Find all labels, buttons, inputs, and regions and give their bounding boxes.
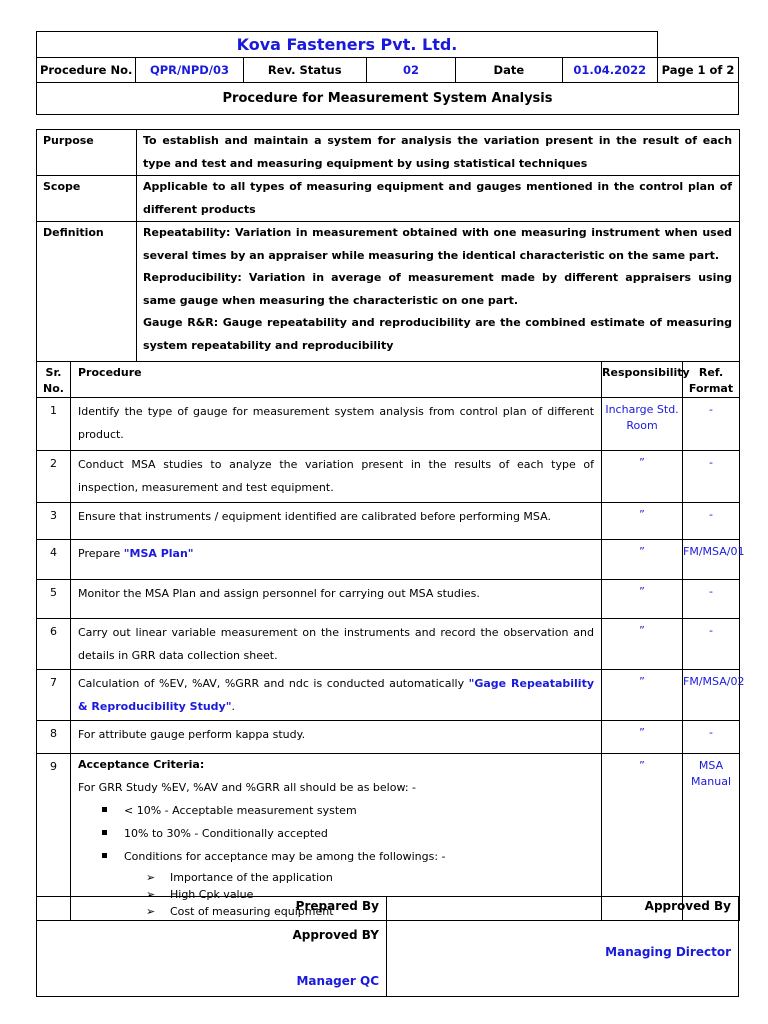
procedure-no-label: Procedure No. [37, 58, 136, 83]
step-responsibility: Incharge Std. Room [602, 398, 683, 451]
step-ref-format: - [683, 721, 740, 754]
list-item: 10% to 30% - Conditionally accepted [124, 822, 594, 845]
step-text: Conduct MSA studies to analyze the variation present in the results of each type of inspection, measurement and test equipment. [71, 451, 602, 503]
acceptance-bullets [78, 799, 594, 868]
step-text [71, 540, 602, 580]
list-item-text: Importance of the application [170, 871, 333, 884]
grr-study-link: "Gage Repeatability & Reproducibility Study" [78, 677, 594, 713]
step-number: 9 [37, 754, 71, 921]
step-responsibility: ” [602, 451, 683, 503]
col-procedure: Procedure [71, 362, 602, 398]
purpose-text: To establish and maintain a system for analysis the variation present in the result of each type and test and measuring equipment by using statistical techniques [137, 130, 740, 176]
managing-director: Managing Director [605, 945, 731, 959]
procedure-header-row [37, 362, 740, 398]
step-ref-format: - [683, 398, 740, 451]
scope-row [37, 176, 740, 222]
step-ref-format: - [683, 503, 740, 540]
table-row [37, 580, 740, 619]
step-text: Ensure that instruments / equipment identified are calibrated before performing MSA. [71, 503, 602, 540]
approved-by-right-label: Approved By [644, 899, 731, 913]
step-text: Identify the type of gauge for measurement system analysis from control plan of different product. [71, 398, 602, 451]
step-number: 5 [37, 580, 71, 619]
rev-status-label: Rev. Status [243, 58, 366, 83]
list-item: Conditions for acceptance may be among the followings: - [124, 845, 594, 868]
step-ref-format: MSA Manual [683, 754, 740, 921]
list-item [146, 869, 594, 886]
table-row [37, 619, 740, 670]
acceptance-criteria-heading: Acceptance Criteria: [78, 758, 205, 771]
document-title: Procedure for Measurement System Analysis [37, 83, 739, 115]
page-number: Page 1 of 2 [658, 58, 739, 83]
step-ref-format: FM/MSA/01 [683, 540, 740, 580]
approved-by-left-label: Approved BY [292, 928, 379, 942]
step-number: 7 [37, 670, 71, 721]
step-responsibility: ” [602, 540, 683, 580]
step-ref-format: FM/MSA/02 [683, 670, 740, 721]
table-row [37, 540, 740, 580]
company-name: Kova Fasteners Pvt. Ltd. [37, 32, 658, 58]
approved-by-cell [387, 897, 739, 997]
definition-label: Definition [37, 222, 137, 362]
step-responsibility: ” [602, 580, 683, 619]
step-responsibility: ” [602, 721, 683, 754]
prepared-by-label: Prepared By [295, 899, 379, 913]
purpose-row [37, 130, 740, 176]
step-text: Carry out linear variable measurement on the instruments and record the observation and details in GRR data collection sheet. [71, 619, 602, 670]
step-text-pre: Prepare [78, 547, 124, 560]
step-number: 3 [37, 503, 71, 540]
prepared-by-cell [37, 897, 387, 997]
list-item-text: High Cpk value [170, 888, 254, 901]
col-responsibility: Responsibility [602, 362, 683, 398]
step-responsibility: ” [602, 754, 683, 921]
list-item: < 10% - Acceptable measurement system [124, 799, 594, 822]
step-text: For attribute gauge perform kappa study. [71, 721, 602, 754]
signature-block [36, 896, 739, 997]
definition-text [137, 222, 740, 362]
step-number: 2 [37, 451, 71, 503]
table-row [37, 670, 740, 721]
definition-repeatability: Repeatability: Variation in measurement obtained with one measuring instrument when used several times by an appraiser while measuring the identical characteristic on the same part. [143, 226, 733, 262]
step-text [71, 670, 602, 721]
step-number: 8 [37, 721, 71, 754]
step-ref-format: - [683, 619, 740, 670]
purpose-label: Purpose [37, 130, 137, 176]
procedure-table [36, 129, 745, 921]
step-number: 1 [37, 398, 71, 451]
scope-label: Scope [37, 176, 137, 222]
rev-status-value: 02 [366, 58, 455, 83]
definition-reproducibility: Reproducibility: Variation in average of measurement made by different appraisers using same gauge when measuring the characteristic on one part. [143, 271, 733, 307]
col-sr-no: Sr. No. [37, 362, 71, 398]
msa-plan-link: "MSA Plan" [123, 547, 194, 560]
step-responsibility: ” [602, 503, 683, 540]
step-text-pre: Calculation of %EV, %AV, %GRR and ndc is conducted automatically [78, 677, 469, 690]
procedure-no-value: QPR/NPD/03 [136, 58, 243, 83]
table-row [37, 721, 740, 754]
table-row [37, 503, 740, 540]
arrow-bullet-icon: ➢ [146, 871, 156, 884]
step-responsibility: ” [602, 670, 683, 721]
step-text-post: . [231, 699, 235, 713]
definition-gauge-rr: Gauge R&R: Gauge repeatability and reproducibility are the combined estimate of measuring system repeatability and reproducibility [143, 316, 733, 352]
table-row [37, 451, 740, 503]
step-number: 4 [37, 540, 71, 580]
col-ref-format: Ref. Format [683, 362, 740, 398]
acceptance-criteria-intro: For GRR Study %EV, %AV and %GRR all should be as below: - [78, 780, 417, 794]
document-header [36, 31, 739, 115]
date-value: 01.04.2022 [562, 58, 658, 83]
step-responsibility: ” [602, 619, 683, 670]
scope-text: Applicable to all types of measuring equipment and gauges mentioned in the control plan of different products [137, 176, 740, 222]
step-text: Monitor the MSA Plan and assign personnel for carrying out MSA studies. [71, 580, 602, 619]
list-item-text: Cost of measuring equipment [170, 905, 334, 918]
step-ref-format: - [683, 580, 740, 619]
definition-row [37, 222, 740, 362]
manager-qc: Manager QC [296, 974, 379, 988]
arrow-bullet-icon: ➢ [146, 888, 156, 901]
step-ref-format: - [683, 451, 740, 503]
date-label: Date [456, 58, 562, 83]
step-number: 6 [37, 619, 71, 670]
table-row [37, 398, 740, 451]
arrow-bullet-icon: ➢ [146, 905, 156, 918]
